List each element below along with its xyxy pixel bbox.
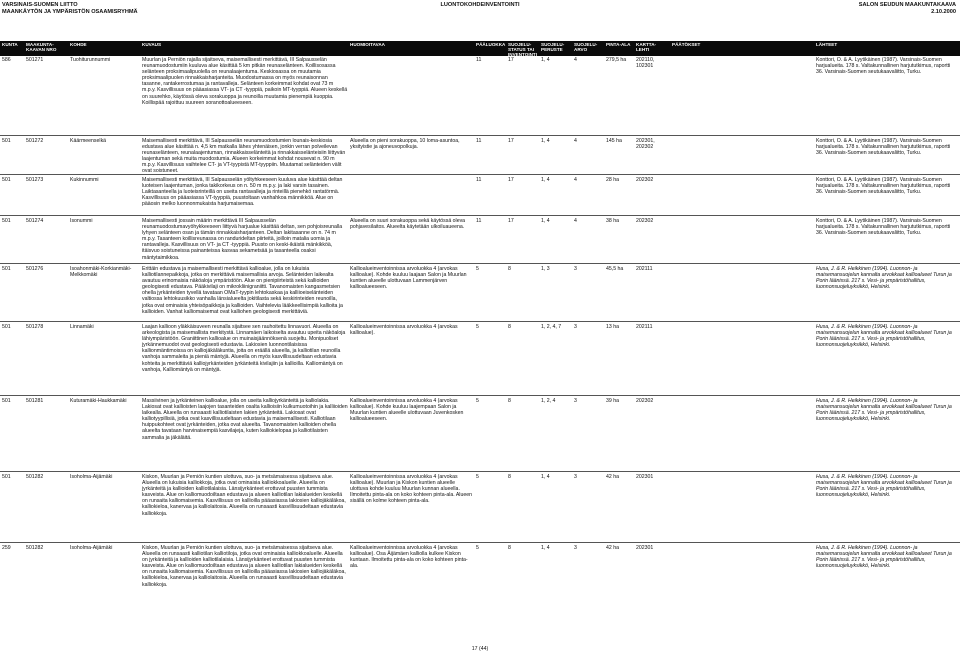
document-title: LUONTOKOHDEINVENTOINTI	[440, 2, 520, 8]
cell-lahteet: Husa, J. & R. Heikkinen (1994). Luonnon- ja maisemansuojelun kannalta arvokkaat kallioalueet Turun ja Porin läänissä. 217 s. Vesi- ja ympäristöhallitus, luonnonsuojeluyksikkö, Helsinki.	[816, 398, 954, 423]
cell-kunta: 501	[2, 324, 11, 330]
cell-nro: 501281	[26, 398, 44, 404]
cell-peruste: 1, 3	[541, 266, 550, 272]
cell-nro: 501272	[26, 138, 44, 144]
table-row	[0, 57, 960, 135]
cell-peruste: 1, 4	[541, 545, 550, 551]
cell-kohde: Käärmeenselkä	[70, 138, 107, 144]
cell-peruste: 1, 4	[541, 177, 550, 183]
cell-kuvaus: Maisemallisesti merkittävä, III Salpausselän reunamuodostumien lounais-keskiosia edustava alue käsittää n. 4,5 km matkalla lähes yhtenäisen, jonkin verran polveilevan reunaselänteen, reunalaajentuman, rinnakkaisselänteitä ja rinnakkaisselänteisiin liittyvän laajentuman sekä muita muodostumia. Alueen korkeimmat kohdat nousevat n. 90 m m.p.y. Kasvillisuus vaihtelee CT- ja VT-tyypistä MT-tyyppiin. Muutamat selänteiden välit ovat soistuneet.	[142, 138, 347, 175]
cell-kuvaus: Kiskon, Muurlan ja Perniön kuntien ulottuva, suo- ja metsämaisessa sijaitseva alue. Alueella on lukuisia kalliokkoja, jotka ovat ominaisia kalliokkoaluelle. Alueella on jyrkänteitä ja kallioiden kalliotilalaisia. Länsijyrkänteet erottuvat puusten tummista kasveista. Alue on kalliomuodoiltaan edustava ja alueen kalliotilan lakialueiden keskellä on runsaita kalliomaisemia. Kasvillisuus on kallioilla pääasiassa lakiosien kalliojäkäläkoa, kalliokieloa, kanervaa ja kalliolaitosia. Alueella on runsaasti kasvillisuudeltaan edustavia kalliokkoja.	[142, 474, 348, 517]
cell-status: 8	[508, 398, 511, 404]
cell-kuvaus: Maisemallisesti jossain määrin merkittävä III Salpausselän reunamuodostumavyöhykkeeseen liittyvä harjualue käsittää deltan, sen pohjoisreunalla lyhyen selänteen osan ja tämän rinnakkaisharjanteen. Deltan lakitasanne on n. 74 m m.p.y. Tasanteen koillisreunassa on randurideltan piirteitä, joilloin matalia uomia ja rantavalleja. Kasvillisuus on VT- ja CT -tyyppiä. Puusto on keski-ikäistä mänkikköä, itäisvuo soistuneissa painanteissa kasvaa sekametsää ja tasanteella osaksi mäntytaimikkoa.	[142, 218, 344, 261]
table-row	[0, 545, 960, 635]
col-kunta: KUNTA	[2, 42, 18, 47]
cell-ala: 28 ha	[606, 177, 619, 183]
cell-peruste: 1, 2, 4	[541, 398, 556, 404]
cell-ala: 45,5 ha	[606, 266, 624, 272]
cell-kunta: 501	[2, 218, 11, 224]
row-divider	[0, 321, 960, 322]
table-row	[0, 474, 960, 544]
cell-paaluokka: 11	[476, 218, 482, 224]
col-maakunta: MAAKUNTA- KAAVAN NRO	[26, 42, 57, 53]
cell-kunta: 586	[2, 57, 11, 63]
col-lahteet: LÄHTEET	[816, 42, 838, 47]
table-row	[0, 266, 960, 323]
cell-kunta: 501	[2, 474, 11, 480]
cell-peruste: 1, 4	[541, 57, 550, 63]
row-divider	[0, 471, 960, 472]
col-suojelu-status: SUOJELU- STATUS TAI INVENTOINTI	[508, 42, 538, 58]
plan-header	[859, 2, 956, 15]
cell-nro: 501271	[26, 57, 44, 63]
cell-kartta: 202302	[636, 398, 654, 404]
cell-kartta: 202111	[636, 266, 653, 272]
cell-kartta: 202111	[636, 324, 653, 330]
org-name: VARSINAIS-SUOMEN LIITTO	[2, 2, 78, 8]
cell-kuvaus: Maisemallisesti merkittävä, III Salpausselän yöltyhkeeseen kuuluva alue käsittää deltan luoteisen laajentuman, jonka takikorkeus on n. 50 m m.p.y. ja laki varsin tasainen. Laiktasanteella ja luoteisrinteillä on useita rantavalleja ja rinteillä pienehkö rantatörmä. Kasvillisuus on pääasiassa VT-tyyppiä, puustoltaan vanhahkoa männikköä. Alue on pääosin melko luonnonmukaista harjumaisemaa.	[142, 177, 344, 208]
col-kohde: KOHDE	[70, 42, 87, 47]
cell-huom: Alueella on suuri sorakuoppa sekä käytössä oleva pohjavesilaitos. Alueelta käytetään ulkoiluaueena.	[350, 218, 467, 231]
cell-lahteet: Konttori, O. & A. Lyytikäinen (1987). Varsinais-Suomen harjualueita. 178 s. Valtakunnallinen harjututkimus, raportti 36. Varsinais-Suomen seutukaavaliitto, Turku.	[816, 218, 952, 237]
cell-kartta: 202301	[636, 545, 654, 551]
cell-kohde: Kukinnummi	[70, 177, 99, 183]
cell-kohde: Linnamäki	[70, 324, 94, 330]
cell-arvo: 3	[574, 545, 577, 551]
cell-status: 17	[508, 218, 514, 224]
column-header-bar	[0, 41, 960, 56]
cell-kohde: Isonummi	[70, 218, 93, 224]
cell-kohde: Isoholma-Äijämäki	[70, 474, 113, 480]
cell-paaluokka: 5	[476, 266, 479, 272]
cell-lahteet: Husa, J. & R. Heikkinen (1994). Luonnon- ja maisemansuojelun kannalta arvokkaat kallioalueet Turun ja Porin läänissä. 217 s. Vesi- ja ympäristöhallitus, luonnonsuojeluyksikkö, Helsinki.	[816, 324, 954, 349]
cell-arvo: 4	[574, 177, 577, 183]
cell-huom: Kallioalueinventoinnissa arvoluokka 4 (arvokas kallioalue).	[350, 324, 460, 337]
cell-kuvaus: Erittäin edustava ja maisemallisesti merkittävä kallioalue, jolla on lukuisia kalliotilannepaikkoja, jotka on merkittävä maisemallisia arvoja. Selänteiden laikealta avautuu erinomaisia näköaloja ympäristöön. Alue on pienipiirteistä sekä kallioiden geologisesti edustava. Pääkivilaji on mikrokliinigraniitti. Tavanomaisten kangasmetsien ohella jyrkänteiden tyvellä tavataan OMaT-tyypin lehtokaskaa ja kalliioeiselänteiden valtiossa lehtokuusikko vanhalla länsialueelta jokitilasta sekä keskirinteiden reunoilla, jotka ovat ominaisia yhteisöpaikkoja ja kallioiden. Vaihtelevia lääkkeellisimpiä kallioita ja kallioiden. Vanhat kalliomaisemat ovat kalliohen geologisesti merkittäviä.	[142, 266, 345, 315]
cell-status: 8	[508, 266, 511, 272]
cell-status: 17	[508, 57, 514, 63]
col-pinta-ala: PINTA-ALA	[606, 42, 631, 47]
cell-huom: Alueella on pieni sorakuoppa, 10 loma-asuntoa, yksityistie ja ajoneuvopolkuja.	[350, 138, 462, 151]
cell-paaluokka: 5	[476, 324, 479, 330]
col-suojelu-peruste: SUOJELU- PERUSTE	[541, 42, 565, 53]
cell-kartta: 202302	[636, 218, 654, 224]
cell-arvo: 3	[574, 398, 577, 404]
cell-ala: 38 ha	[606, 218, 619, 224]
cell-ala: 145 ha	[606, 138, 622, 144]
cell-huom: Kallioalueinventoinnissa arvoluokka 4 (arvokas kallioalue). Kohde kuuluu laajaan Salon ja Muurlan kuntien alueelle ulottuvaan Lammenjärven kallioalueeseen.	[350, 266, 468, 291]
cell-kunta: 501	[2, 398, 11, 404]
cell-paaluokka: 11	[476, 177, 482, 183]
cell-peruste: 1, 2, 4, 7	[541, 324, 562, 330]
cell-kuvaus: Massiivinen ja jyrkänteinen kallioalue, jolla on useita kalliojyrkänteitä ja kalliolakia. Lakiosat ovat kallioisten laajojen tasanteiden osalta kallioisiin kulkumuotoihin ja kalliioiden laikealla. Alueella on runsaasti kalliotilaisten lakien jyrkänteitä. Lakiosat ovat kalliotyypillisiä, jotka ovat kasvillisuudeltaan edustavia ja maisemallisesti. Kalliotilaan huippukohteet ovat jyrkänteiden, jotka ovat alueelta. Tavanomaisten kallioiden ohella alueelta tavataan harvinaisempiä kasvilajeja, kuten kalliokielopaa ja kalliotilaisten sammalia ja jäkäläitä.	[142, 398, 350, 441]
cell-paaluokka: 11	[476, 57, 482, 63]
cell-huom: Kallioalueinventoinnissa arvoluokka 4 (arvokas kallioalue). Osa Äijämäen kalliolla kulkee Kiskon kuntaan. Ilmoitettu pinta-ala on koko kohteen pinta-ala.	[350, 545, 468, 570]
cell-kunta: 259	[2, 545, 11, 551]
col-paaluokka: PÄÄLUOKKA	[476, 42, 506, 47]
cell-kartta: 202302	[636, 177, 654, 183]
table-row	[0, 398, 960, 473]
cell-arvo: 3	[574, 266, 577, 272]
cell-lahteet: Konttori, O. & A. Lyytikäinen (1987). Varsinais-Suomen harjualueita. 178 s. Valtakunnallinen harjututkimus, raportti 36. Varsinais-Suomen seutukaavaliitto, Turku.	[816, 57, 952, 76]
cell-kohde: Isoholma-Äijämäki	[70, 545, 113, 551]
cell-kohde: Kuturamäki-Haukkamäki	[70, 398, 127, 404]
cell-lahteet: Husa, J. & R. Heikkinen (1994). Luonnon- ja maisemansuojelun kannalta arvokkaat kallioalueet Turun ja Porin läänissä. 217 s. Vesi- ja ympäristöhallitus, luonnonsuojeluyksikkö, Helsinki.	[816, 474, 954, 499]
cell-kuvaus: Laajan kallioon yläkkäisuveen reunalla sijaitsee sen rauhoitettu linnavuori. Alueella on arkeologista ja maisemallista merkitystä. Linnamäen laikoiselta avautuu upeita näköaloja lähiympäristöön. Graniittinen kallioalue on muinaisjäännöksenä suojeltu. Monipuoliset jyrkännemuodot ovat geologisesti edustavia. Lakiosien luonnontilaisissa kallionmäntimoissa on kalliojäkäläkuntia, joita on eräällä alueella, ja kalliotilan reunoilla vanhoja sammaleita ja pieniä mäntyjä. Alueella on myös kasvillisuudeltaan edustavia kohteita ja merkittäviä kalliojyrkänteiden jyrkänteitä kivilajiin ja kallioilla. Kalliomäntyä on vanhoja, Kalliomäntyä on mäntyjä.	[142, 324, 347, 373]
cell-nro: 501282	[26, 545, 44, 551]
cell-arvo: 4	[574, 138, 577, 144]
cell-status: 17	[508, 138, 514, 144]
page-number: 17 (44)	[471, 646, 489, 652]
col-kuvaus: KUVAUS	[142, 42, 162, 47]
cell-paaluokka: 5	[476, 474, 479, 480]
org-unit: MAANKÄYTÖN JA YMPÄRISTÖN OSAAMISRYHMÄ	[2, 8, 138, 15]
row-divider	[0, 215, 960, 216]
table-row	[0, 177, 960, 217]
cell-nro: 501282	[26, 474, 44, 480]
row-divider	[0, 263, 960, 264]
table-row	[0, 138, 960, 176]
col-huomioitavaa: HUOMIOITAVAA	[350, 42, 385, 47]
col-paatokset: PÄÄTÖKSET	[672, 42, 701, 47]
cell-paaluokka: 5	[476, 398, 479, 404]
cell-ala: 279,5 ha	[606, 57, 627, 63]
cell-peruste: 1, 4	[541, 474, 550, 480]
cell-kunta: 501	[2, 138, 11, 144]
cell-kartta: 202301, 202302	[636, 138, 655, 151]
cell-arvo: 4	[574, 218, 577, 224]
cell-kartta: 202110, 102301	[636, 57, 655, 70]
cell-status: 8	[508, 474, 511, 480]
cell-kohde: Tuohiturunnummi	[70, 57, 111, 63]
plan-date: 2.10.2000	[931, 8, 956, 15]
cell-lahteet: Konttori, O. & A. Lyytikäinen (1987). Varsinais-Suomen harjualueita. 178 s. Valtakunnallinen harjututkimus, raportti 36. Varsinais-Suomen seutukaavaliitto, Turku.	[816, 177, 952, 196]
cell-ala: 39 ha	[606, 398, 619, 404]
cell-ala: 42 ha	[606, 545, 619, 551]
row-divider	[0, 135, 960, 136]
cell-arvo: 3	[574, 474, 577, 480]
cell-huom: Kallioalueinventoinnissa arvoluokka 4 (arvokas kallioalue). Muurlan ja Kiskon kuntien alueelle ulottuva kohde kuuluu Muurlan kunnan alueella. Ilmoitettu pinta-ala on koko kohteen pinta-ala. Alueen sisällä on kolme kohteen pinta-ala.	[350, 474, 474, 505]
plan-name: SALON SEUDUN MAAKUNTAKAAVA	[858, 2, 956, 8]
cell-kuvaus: Muurlan ja Perniön rajalla sijaitseva, maisemallisesti merkittävä, III Salpausselän reunamuodostumiin kuuluva alue käsittää 5 km pitkän reunaselänteen. Koillisosassa selänteen proksimaalipuolella on reunalaajentuma. Keskiosassa on muutamia proksimaalipuolen rinnakkaisharjanteita. Muodostumassa on myös reunaisonnan tasanne, rantakerrostumaa ja rantavalleja. Selänteen korkeimmat kohdat ovat 73 m m.p.y. Kasvillisuus on pääasiassa VT- ja CT -tyyppiä, paikoin MT-tyyppiä. Alueen keskellä on suurehko, käytössä oleva sorakuoppa ja reunoilla muutamia pienempiä kuoppia. Koillispää rajoittuu suureen soranottoalueeseen.	[142, 57, 349, 106]
table-row	[0, 218, 960, 265]
cell-lahteet: Husa, J. & R. Heikkinen (1994). Luonnon- ja maisemansuojelun kannalta arvokkaat kallioalueet Turun ja Porin läänissä. 217 s. Vesi- ja ympäristöhallitus, luonnonsuojeluyksikkö, Helsinki.	[816, 545, 954, 570]
row-divider	[0, 542, 960, 543]
cell-lahteet: Husa, J. & R. Heikkinen (1994). Luonnon- ja maisemansuojelun kannalta arvokkaat kallioalueet Turun ja Porin läänissä. 217 s. Vesi- ja ympäristöhallitus, luonnonsuojeluyksikkö, Helsinki.	[816, 266, 954, 291]
cell-status: 8	[508, 545, 511, 551]
cell-status: 8	[508, 324, 511, 330]
cell-kunta: 501	[2, 266, 11, 272]
row-divider	[0, 395, 960, 396]
cell-kuvaus: Kiskon, Muurlan ja Perniön kuntien ulottuva, suo- ja metsämaisessa sijaitseva alue. Alueella on runsaasti kalliotilan kalliotiloja, jotka ovat ominaisia kalliokkoaluelle. Alueella on jyrkänteitä ja kallioiden kalliotilalaisia. Länsijyrkänteet erottuvat puusten tummista kasveista. Alue on kalliomuodoiltaan edustava ja alueen kalliotilan lakialueiden keskellä on runsaita kalliomaisemia. Kasvillisuus on kallioilla pääasiassa lakiosien kalliojäkäläkoa, kalliokieloa, kanervaa ja kalliolaitosia. Alueella on runsaasti kasvillisuudeltaan edustavia kalliokkoja.	[142, 545, 348, 588]
col-kartta: KARTTA- LEHTI	[636, 42, 657, 53]
cell-peruste: 1, 4	[541, 218, 550, 224]
cell-nro: 501274	[26, 218, 44, 224]
cell-nro: 501278	[26, 324, 44, 330]
cell-kohde: Isoahonmäki-Korkianmäki-Melkkomäki	[70, 266, 132, 279]
cell-nro: 501276	[26, 266, 44, 272]
cell-arvo: 4	[574, 57, 577, 63]
cell-arvo: 3	[574, 324, 577, 330]
col-suojelu-arvo: SUOJELU- ARVO	[574, 42, 598, 53]
cell-paaluokka: 5	[476, 545, 479, 551]
cell-peruste: 1, 4	[541, 138, 550, 144]
cell-status: 17	[508, 177, 514, 183]
row-divider	[0, 174, 960, 175]
cell-ala: 42 ha	[606, 474, 619, 480]
table-row	[0, 324, 960, 397]
cell-nro: 501273	[26, 177, 44, 183]
cell-ala: 13 ha	[606, 324, 619, 330]
cell-kartta: 202301	[636, 474, 654, 480]
cell-lahteet: Konttori, O. & A. Lyytikäinen (1987). Varsinais-Suomen harjualueita. 178 s. Valtakunnallinen harjututkimus, raportti 36. Varsinais-Suomen seutukaavaliitto, Turku.	[816, 138, 952, 157]
cell-huom: Kallioalueinventoinnissa arvoluokka 4 (arvokas kallioalue). Kohde kuuluu laajempaan Salon ja Muurlan kuntien alueelle ulottuvaan Juvenkosken kallioalueeseen.	[350, 398, 465, 423]
cell-kunta: 501	[2, 177, 11, 183]
cell-paaluokka: 11	[476, 138, 482, 144]
